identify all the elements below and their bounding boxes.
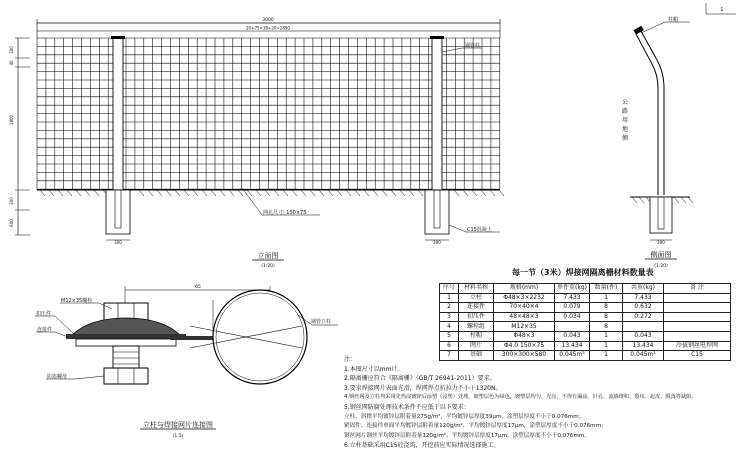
table-row <box>440 303 731 313</box>
road-side-char: 地 <box>621 126 629 133</box>
note-line: 5.钢丝网防腐处理技术条件不应低于以下要求： <box>344 403 470 411</box>
table-cell: 立柱 <box>459 293 494 303</box>
table-row <box>440 312 731 322</box>
detail-label-bolt: M12×35螺栓 <box>61 298 93 304</box>
table-cell: 螺栓组 <box>459 322 494 332</box>
dim-footing-left: 300 <box>114 240 122 245</box>
side-label-column: 柱帽 <box>668 17 679 23</box>
dim-footing-right: 300 <box>433 240 441 245</box>
table-cell: 1 <box>590 331 623 341</box>
note-line: 紧固件、连接件单面平均镀锌层附着量120g/m²，平均镀锌层厚度17μm，涂塑层厚度不小于0.076mm； <box>344 423 607 430</box>
side-dim-base: 300 <box>657 240 665 245</box>
table-cell: 8 <box>590 312 623 322</box>
detail-title: 立柱与焊接网片连接图 <box>143 421 213 429</box>
table-cell: 冷拔钢丝电焊网 <box>664 341 731 351</box>
elevation-scale: (1:20) <box>261 264 275 269</box>
table-cell <box>664 331 731 341</box>
table-cell: C15 <box>664 351 731 361</box>
label-concrete: C15混凝土 <box>467 227 492 233</box>
road-side-char: 用 <box>621 117 629 124</box>
table-cell <box>664 322 731 332</box>
note-line: 4.钢丝网及立柱均采用先热浸镀锌后涂塑（浸塑）处理，镀塑层色为绿色，镀塑层均匀、光亮，不得有漏涂、针孔、流淌堆积、裂纹、起皮、脱落等缺陷。 <box>344 394 697 401</box>
note-line: 1.本图尺寸以mm计。 <box>344 365 404 373</box>
dim-spacing-label: 20+75×38+20=2890 <box>246 25 290 31</box>
table-cell <box>623 322 664 332</box>
post-right <box>432 38 442 192</box>
corner-mark: 1 <box>720 7 724 13</box>
post-cap-right <box>430 36 444 39</box>
table-cell <box>664 312 731 322</box>
table-cell: 1 <box>590 351 623 361</box>
dim-left-1: 300 <box>9 46 14 54</box>
table-cell: 连接件 <box>459 303 494 313</box>
table-cell: Φ48×3 <box>494 331 555 341</box>
table-cell: 0.043 <box>623 331 664 341</box>
post-cap-left <box>111 36 125 39</box>
col-header: 材料名称 <box>459 284 494 294</box>
side-scale: (1:20) <box>654 264 668 269</box>
table-cell: 基础 <box>459 351 494 361</box>
elevation-view <box>9 17 504 269</box>
table-cell: 7.433 <box>555 293 590 303</box>
footing-right <box>425 190 449 234</box>
table-cell <box>555 322 590 332</box>
table-cell: M12×35 <box>494 322 555 332</box>
detail-label-connector: 连接件 <box>37 327 53 333</box>
table-row <box>440 322 731 332</box>
table-cell <box>664 303 731 313</box>
side-footing <box>650 197 672 233</box>
table-cell: 7 <box>440 351 459 361</box>
note-line: 钢丝网片钢丝平均镀锌层附着量120g/m²，平均镀锌层厚度17μm，涂塑层厚度不小于0.076mm。 <box>344 432 590 439</box>
table-cell: 扣压件 <box>459 312 494 322</box>
table-cell: 7.433 <box>623 293 664 303</box>
detail-column-section <box>213 290 307 384</box>
elevation-title: 立面图 <box>257 252 279 260</box>
note-line: 6.立柱基础采用C15砼浇筑，开挖前应实际情况选择施工。 <box>344 442 500 450</box>
dim-left-5: 600 <box>9 219 14 227</box>
detail-dim-width: 65 <box>195 285 201 290</box>
col-header: 序号 <box>440 284 459 294</box>
table-cell: 13.434 <box>555 341 590 351</box>
table-cell: 网片 <box>459 341 494 351</box>
table-cell: 3 <box>440 312 459 322</box>
detail-label-nut: 防盗螺母 <box>47 374 68 380</box>
side-road-label <box>622 99 628 142</box>
footing-left <box>106 190 130 234</box>
table-cell: 柱帽 <box>459 331 494 341</box>
table-row <box>440 331 731 341</box>
table-cell: 8 <box>590 303 623 313</box>
table-cell: 8 <box>590 322 623 332</box>
detail-label-column: 钢管立柱 <box>311 319 332 325</box>
table-cell: 13.434 <box>623 341 664 351</box>
col-header: 数量(件) <box>590 284 623 294</box>
detail-label-clamp: 扣压件 <box>36 311 52 317</box>
side-view <box>622 3 736 269</box>
table-cell: Φ4.0 150×75 <box>494 341 555 351</box>
table-cell: 6 <box>440 341 459 351</box>
note-line: 立柱、斜撑平均镀锌层附着量275g/m²，平均镀锌层厚度39μm，涂塑层厚度不小于0.076mm； <box>344 413 585 420</box>
table-row <box>440 293 731 303</box>
col-header: 共重(kg) <box>623 284 664 294</box>
table-cell: 1 <box>590 293 623 303</box>
table-cell: 70×40×4 <box>494 303 555 313</box>
road-side-char: 路 <box>621 108 629 115</box>
col-header: 备 注 <box>664 284 731 294</box>
table-cell: 0.045m³ <box>555 351 590 361</box>
table-cell: 4 <box>440 322 459 332</box>
dim-left-4: 300 <box>9 197 14 205</box>
dim-total-label: 3000 <box>262 18 274 23</box>
connection-detail <box>35 284 338 439</box>
dim-left-2: 40 <box>9 60 14 66</box>
table-cell <box>664 293 731 303</box>
road-side-char: 公 <box>621 99 629 106</box>
table-cell: 0.043 <box>555 331 590 341</box>
table-cell: 5 <box>440 331 459 341</box>
table-cell: 0.045m³ <box>623 351 664 361</box>
table-cell: 1 <box>590 341 623 351</box>
table-cell: 0.034 <box>555 312 590 322</box>
detail-scale: (1:5) <box>172 434 184 439</box>
table-cell: 300×300×580 <box>494 351 555 361</box>
table-cell: 48×48×3 <box>494 312 555 322</box>
post-left <box>113 38 123 192</box>
col-header: 规格(mm) <box>494 284 555 294</box>
mesh-panel <box>37 38 500 190</box>
table-cell: Φ48×3×2232 <box>494 293 555 303</box>
road-side-char: 侧 <box>621 135 629 142</box>
table-cell: 1 <box>440 293 459 303</box>
note-line: 3.要求焊接网片表面光滑，焊网焊点抗拉力不小于1320N。 <box>344 384 502 392</box>
col-header: 单件重(kg) <box>555 284 590 294</box>
material-table-title: 每一节（3米）焊接网隔离栅材料数量表 <box>512 268 654 277</box>
notes-block <box>344 355 697 451</box>
note-line: 2.隔离栅应符合《隔离栅》（GB/T 26941-2011）要求。 <box>344 375 496 383</box>
label-steel-pipe: 钢管柱 <box>465 43 481 49</box>
material-table <box>439 283 731 361</box>
table-cell: 0.632 <box>623 303 664 313</box>
label-mesh-size: 网孔尺寸: 150×75 <box>263 210 307 216</box>
dim-left-3: 1800 <box>9 114 14 126</box>
table-row <box>440 341 731 351</box>
table-cell: 0.272 <box>623 312 664 322</box>
table-header-row <box>440 284 731 294</box>
table-cell: 0.079 <box>555 303 590 313</box>
table-cell: 2 <box>440 303 459 313</box>
notes-label: 注： <box>344 356 357 363</box>
side-title: 侧面图 <box>650 251 672 259</box>
